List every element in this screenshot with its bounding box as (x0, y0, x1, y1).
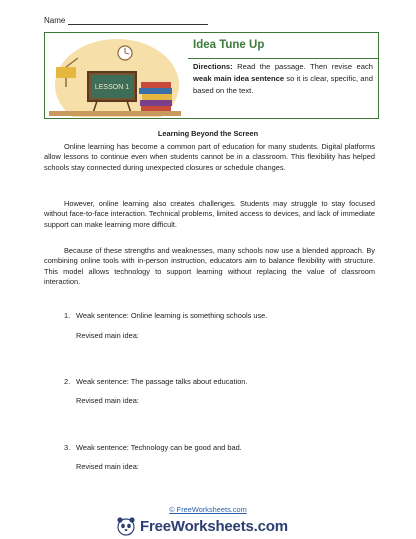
question-text: Weak sentence: Online learning is something schools use. (76, 311, 268, 320)
classroom-illustration (45, 33, 185, 117)
directions-emphasis: weak main idea sentence (193, 73, 285, 83)
question-number: 1. (64, 311, 71, 320)
question-3 (64, 443, 242, 452)
title-divider (188, 58, 378, 59)
passage-paragraph-3: Because of these strengths and weaknesses, many schools now use a blended approach. By combining online tools with in-person instruction, educators aim to balance flexibility with structure. This model allows technology to support learning without replacing the value of classroom interaction. (44, 246, 375, 286)
revised-label-3: Revised main idea: (76, 462, 139, 471)
question-text: Weak sentence: Technology can be good and bad. (76, 443, 242, 452)
footer-link[interactable]: © FreeWorksheets.com (169, 505, 247, 514)
name-label: Name (44, 16, 66, 25)
chalkboard-text: LESSON 1 (94, 84, 130, 91)
name-line[interactable] (68, 17, 208, 25)
passage-paragraph-2: However, online learning also creates challenges. Students may struggle to stay focused without face-to-face interaction. Technical problems, limited access to devices, and lack of immediate support can make learning more difficult. (44, 199, 375, 229)
directions-text: Directions: Read the passage. Then revise each weak main idea sentence so it is clear, specific, and based on the text. (193, 62, 373, 95)
brand-name: FreeWorksheets.com (140, 517, 288, 535)
question-number: 2. (64, 377, 71, 386)
question-1 (64, 311, 267, 320)
worksheet-title: Idea Tune Up (193, 39, 265, 51)
question-2 (64, 377, 247, 386)
revised-label-1: Revised main idea: (76, 331, 139, 340)
question-text: Weak sentence: The passage talks about education. (76, 377, 248, 386)
passage-paragraph-1: Online learning has become a common part of education for many students. Digital platforms allow lessons to continue even when students cannot be in a classroom. This flexibility has helped schools stay connected during unexpected closures or schedule changes. (44, 142, 375, 172)
brand-logo[interactable] (116, 515, 316, 537)
revised-label-2: Revised main idea: (76, 396, 139, 405)
name-field (44, 16, 208, 25)
question-number: 3. (64, 443, 71, 452)
header-box (44, 32, 379, 119)
passage-title: Learning Beyond the Screen (157, 129, 259, 138)
directions-label: Directions: (193, 62, 233, 71)
panda-icon (116, 516, 136, 536)
